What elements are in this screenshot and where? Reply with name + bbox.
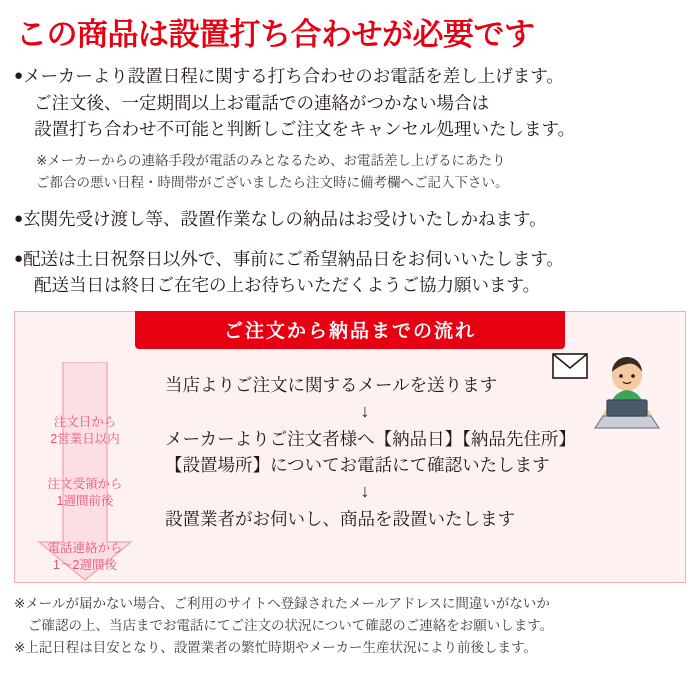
footer-note-2: ご確認の上、当店までお電話にてご注文の状況について確認のご連絡をお願いします。 (28, 617, 554, 633)
notice-line: 設置打ち合わせ不可能と判断しご注文をキャンセル処理いたします。 (34, 119, 576, 140)
footer-note-1: ※メールが届かない場合、ご利用のサイトへ登録されたメールアドレスに間違いがないか (14, 595, 550, 611)
flow-step-3-text: 設置業者がお伺いし、商品を設置いたします (165, 509, 515, 530)
flow-arrow-2-icon: ↓ (360, 481, 370, 502)
notice-text: 玄関先受け渡し等、設置作業なしの納品はお受けいたしかねます。 (23, 209, 547, 230)
notice-subnote: ※メーカーからの連絡手段が電話のみとなるため、お電話差し上げるにあたり (36, 152, 506, 168)
notice-line (14, 206, 686, 233)
timeline-label-3: 電話連絡から 1～2週間後 (47, 540, 123, 572)
footer-notes (14, 593, 686, 659)
bullet-marker: ● (14, 210, 24, 228)
notice-subnote: ご都合の悪い日程・時間帯がございましたら注文時に備考欄へご記入下さい。 (36, 174, 509, 190)
notice-block-2 (14, 206, 686, 233)
notice-line: ご注文後、一定期間以上お電話での連絡がつかない場合は (34, 92, 489, 113)
spacer (14, 199, 686, 206)
spacer (14, 143, 686, 150)
bullet-marker: ● (14, 249, 24, 267)
timeline-label-1: 注文日から 2営業日以内 (50, 414, 120, 446)
footer-note-3: ※上記日程は目安となり、設置業者の繁忙時期やメーカー生産状況により前後します。 (14, 639, 537, 655)
flow-step-1-text: 当店よりご注文に関するメールを送ります (165, 374, 498, 395)
flow-title: ご注文から納品までの流れ (135, 311, 565, 349)
spacer (14, 239, 686, 246)
flow-step-2-text-line2: 【設置場所】についてお電話にて確認いたします (165, 455, 550, 476)
notice-block-3 (14, 246, 686, 299)
flow-body (15, 358, 685, 582)
flow-arrow-1-icon: ↓ (360, 401, 370, 422)
notice-line (14, 63, 686, 90)
notice-line (14, 246, 686, 273)
notice-text: メーカーより設置日程に関する打ち合わせのお電話を差し上げます。 (23, 66, 564, 87)
bullet-marker: ● (14, 67, 24, 85)
notice-block-1 (14, 63, 686, 193)
flow-step-2-text-line1: メーカーよりご注文者様へ【納品日】【納品先住所】 (165, 428, 576, 449)
notice-text: 配送は土日祝祭日以外で、事前にご希望納品日をお伺いいたします。 (23, 248, 564, 269)
person-with-laptop-icon (549, 352, 669, 432)
timeline-arrow-column (21, 362, 151, 582)
timeline-label-2: 注文受領から 1週間前後 (47, 476, 123, 508)
page-title: この商品は設置打ち合わせが必要です (16, 17, 535, 52)
notice-line: 配送当日は終日ご在宅の上お待ちいただくようご協力願います。 (34, 275, 541, 296)
flow-steps (165, 358, 675, 533)
order-flow-panel (14, 311, 686, 583)
